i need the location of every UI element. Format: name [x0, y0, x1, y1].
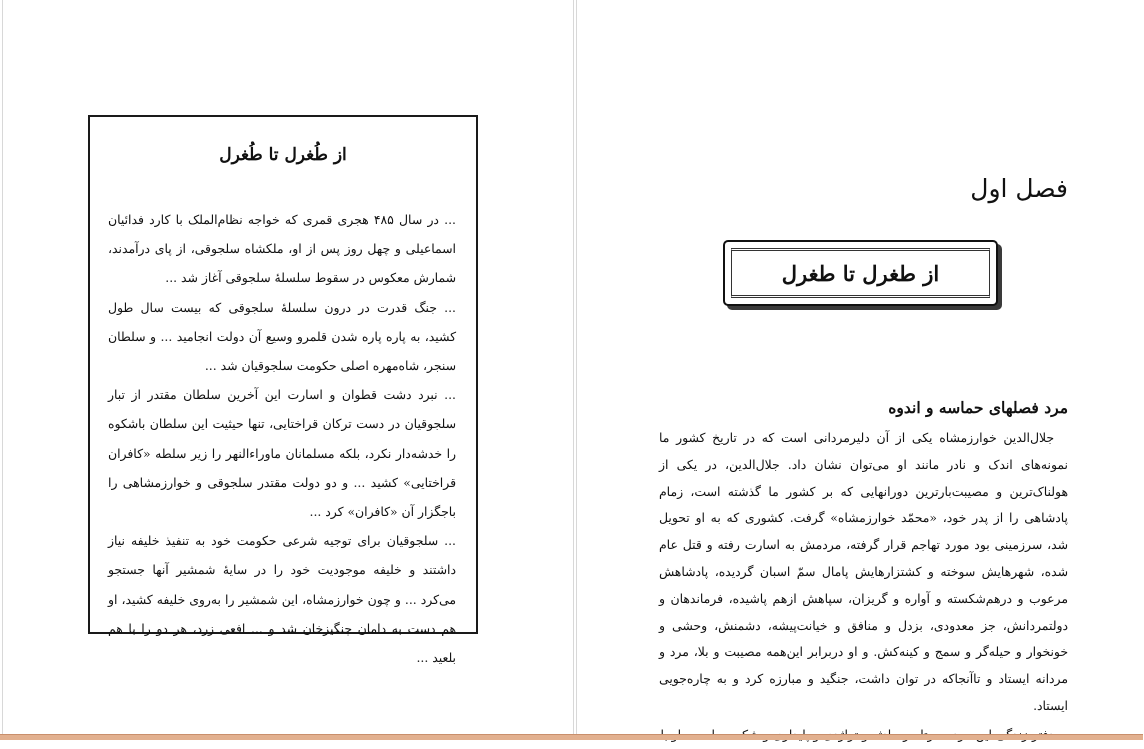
body-text	[659, 425, 1068, 749]
viewer-bottom-edge	[0, 734, 1143, 740]
summary-box-title: از طُغرل تا طُغرل	[219, 145, 347, 165]
chapter-title: از طغرل تا طغرل	[731, 248, 990, 298]
body-paragraph: جلال‌الدین خوارزمشاه یکی از آن دلیرمردانی است که در تاریخ کشور ما نمونه‌های اندک و نادر مانند او می‌توان نشان داد. جلال‌الدین، در یکی از هولناک‌ترین و مصیبت‌بارترین دورانهایی که بر کشور ما گذشته است، زمام پادشاهی را از پدر خود، «محمّد خوارزمشاه» گرفت. کشوری که به او تحویل شد، سرزمینی بود مورد تهاجم قرار گرفته، مردمش به اسارت رفته و قتل عام شده، شهرهایش سوخته و کشتزارهایش پامال سمّ اسبان گردیده، پادشاهش مرعوب و درهم‌شکسته و آواره و گریزان، سپاهش ازهم پاشیده، فرماندهان و دولتمردانش، جز معدودی، بزدل و منافق و خیانت‌پیشه، دشمنش، وحشی و خونخوار و حیله‌گر و سمج و کینه‌کش. و او دربرابر این‌همه مصیبت و بلا، مرد و مردانه ایستاد و تاآنجاکه در توان داشت، جنگید و مبارزه کرد و به چاره‌جویی ایستاد.	[659, 430, 1068, 713]
right-page	[576, 0, 1144, 734]
summary-box-body	[108, 205, 456, 672]
summary-paragraph: ... نبرد دشت قطوان و اسارت این آخرین سلطان مقتدر از تبار سلجوقیان در دست ترکان قراختایی، تنها حیثیت این سلطان باشکوه را خدشه‌دار نکرد، بلکه مسلمانان ماوراءالنهر را زیر سلطه «کافران قراختایی» کشید ... و دو دولت مقتدر سلجوقی و خوارزمشاهی را باجگزار آن «کافران» کرد ...	[108, 387, 456, 520]
summary-paragraph: ... در سال ۴۸۵ هجری قمری که خواجه نظام‌الملک با کارد فدائیان اسماعیلی و چهل روز پس از او، ملکشاه سلجوقی، از پای درآمدند، شمارش معکوس در سقوط سلسلهٔ سلجوقی آغاز شد ...	[108, 212, 456, 286]
summary-paragraph: ... سلجوقیان برای توجیه شرعی حکومت خود به تنفیذ خلیفه نیاز داشتند و خلیفه موجودیت خود را در سایهٔ شمشیر آنها جستجو می‌کرد ... و چون خوارزمشاه، این شمشیر را به‌روی خلیفه کشید، او هم دست به دامان چنگیزخان شد و ... افعی زرد، هر دو را با هم بلعید ...	[108, 533, 456, 666]
chapter-label: فصل اول	[970, 174, 1068, 203]
left-page	[2, 0, 574, 734]
section-heading: مرد فصلهای حماسه و اندوه	[888, 398, 1068, 417]
chapter-title-frame	[723, 240, 998, 306]
summary-box	[88, 115, 478, 666]
summary-paragraph: ... جنگ قدرت در درون سلسلهٔ سلجوقی که بیست سال طول کشید، به پاره پاره شدن قلمرو وسیع آن دولت انجامید ... و سلطان سنجر، شاه‌مهره اصلی حکومت سلجوقیان شد ...	[108, 299, 456, 374]
